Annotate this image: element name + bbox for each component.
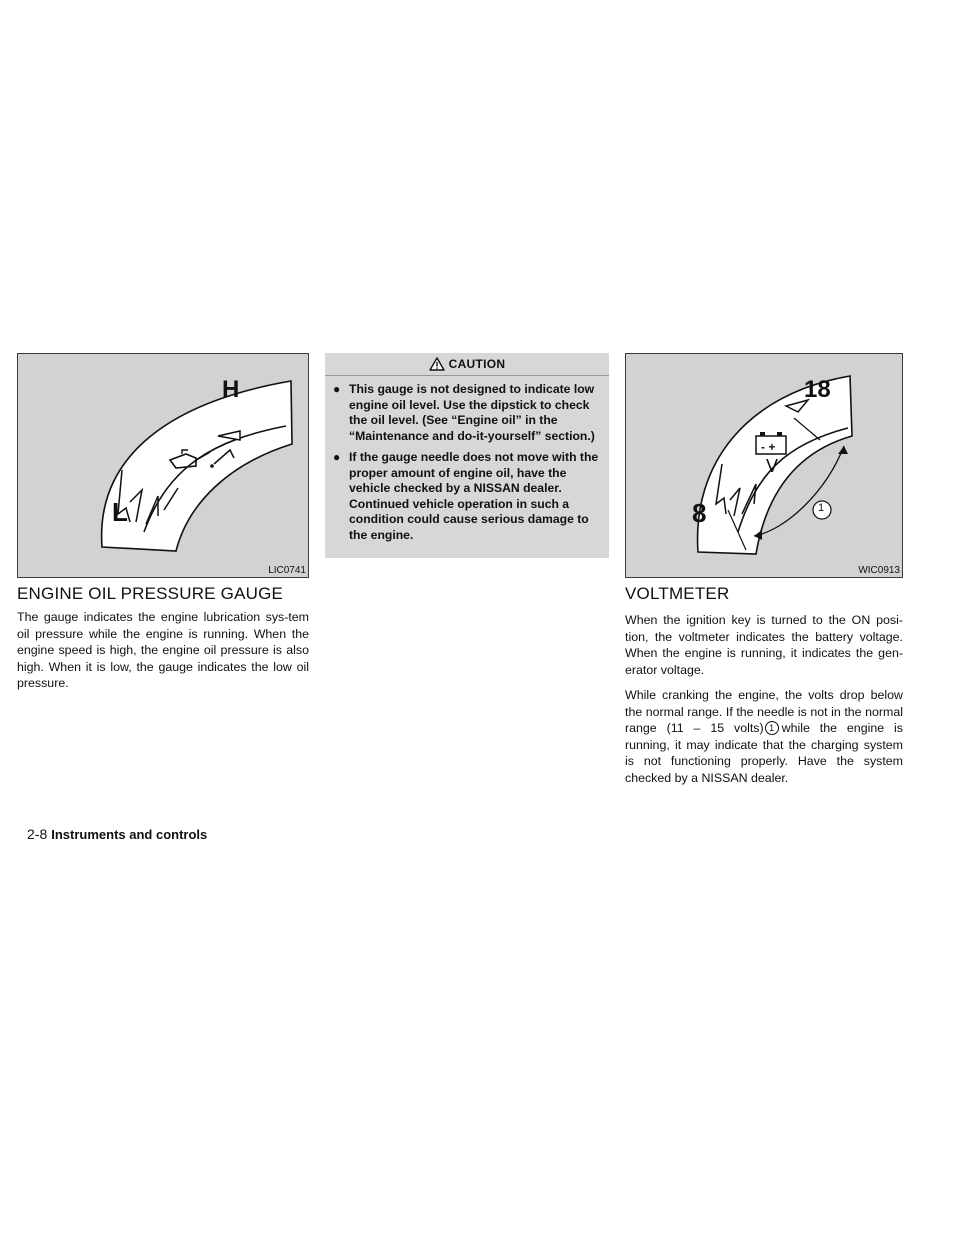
caution-header	[325, 353, 609, 376]
voltmeter-section-body	[625, 612, 903, 786]
warning-triangle-icon	[429, 357, 445, 371]
caution-item-text: This gauge is not designed to indicate low engine oil level. Use the dipstick to check the oil level. (See “Engine oil” in the “Maintenance and do-it-yourself” section.)	[349, 382, 595, 443]
voltmeter-figure	[625, 353, 903, 578]
voltmeter-paragraph	[625, 687, 903, 786]
oil-section-paragraph: The gauge indicates the engine lubrication sys-tem oil pressure while the engine is running. When the engine speed is high, the engine oil pressure is also high. When it is low, the gauge indicates the low oil pressure.	[17, 610, 309, 690]
caution-item	[333, 382, 603, 444]
callout-number: 1	[818, 502, 825, 514]
voltmeter-illustration	[626, 354, 902, 577]
figure-code: LIC0741	[268, 565, 306, 576]
page-number: 2-8	[27, 826, 48, 842]
caution-list	[325, 376, 609, 555]
footer-section-name: Instruments and controls	[51, 827, 208, 842]
voltmeter-high-label: 18	[804, 376, 831, 403]
callout-ref-icon: 1	[765, 721, 779, 735]
voltmeter-paragraph-text: while the engine is running, it may indicate that the charging system is not functioning properly. Have the system checked by a NISSAN dealer.	[625, 721, 903, 785]
voltmeter-low-label: 8	[692, 498, 707, 528]
caution-box	[325, 353, 609, 558]
voltmeter-paragraph-text: While cranking the engine, the volts drop below the normal range. If the needle is not in the normal range (11 – 15 volts)	[625, 688, 903, 735]
voltmeter-section-title: VOLTMETER	[625, 584, 730, 603]
oil-gauge-figure	[17, 353, 309, 578]
voltmeter-paragraph: When the ignition key is turned to the ON posi-tion, the voltmeter indicates the battery voltage. When the engine is running, it indicates the gen-erator voltage.	[625, 613, 903, 677]
voltmeter-unit-label: V	[766, 456, 779, 476]
oil-section-title: ENGINE OIL PRESSURE GAUGE	[17, 584, 284, 603]
bullet-icon: ●	[333, 382, 341, 396]
gauge-low-label: L	[112, 497, 128, 527]
caution-item-text: If the gauge needle does not move with the proper amount of engine oil, have the vehicle checked by a NISSAN dealer. Continued vehicle operation in such a condition could cause serious damage to the engine.	[349, 450, 599, 542]
battery-terminals-label: - +	[761, 440, 776, 454]
gauge-high-label: H	[222, 376, 240, 403]
figure-code: WIC0913	[858, 565, 900, 576]
bullet-icon: ●	[333, 450, 341, 464]
caution-item	[333, 450, 603, 543]
caution-title: CAUTION	[448, 357, 506, 371]
page-footer	[27, 826, 207, 842]
oil-gauge-illustration	[18, 354, 308, 577]
